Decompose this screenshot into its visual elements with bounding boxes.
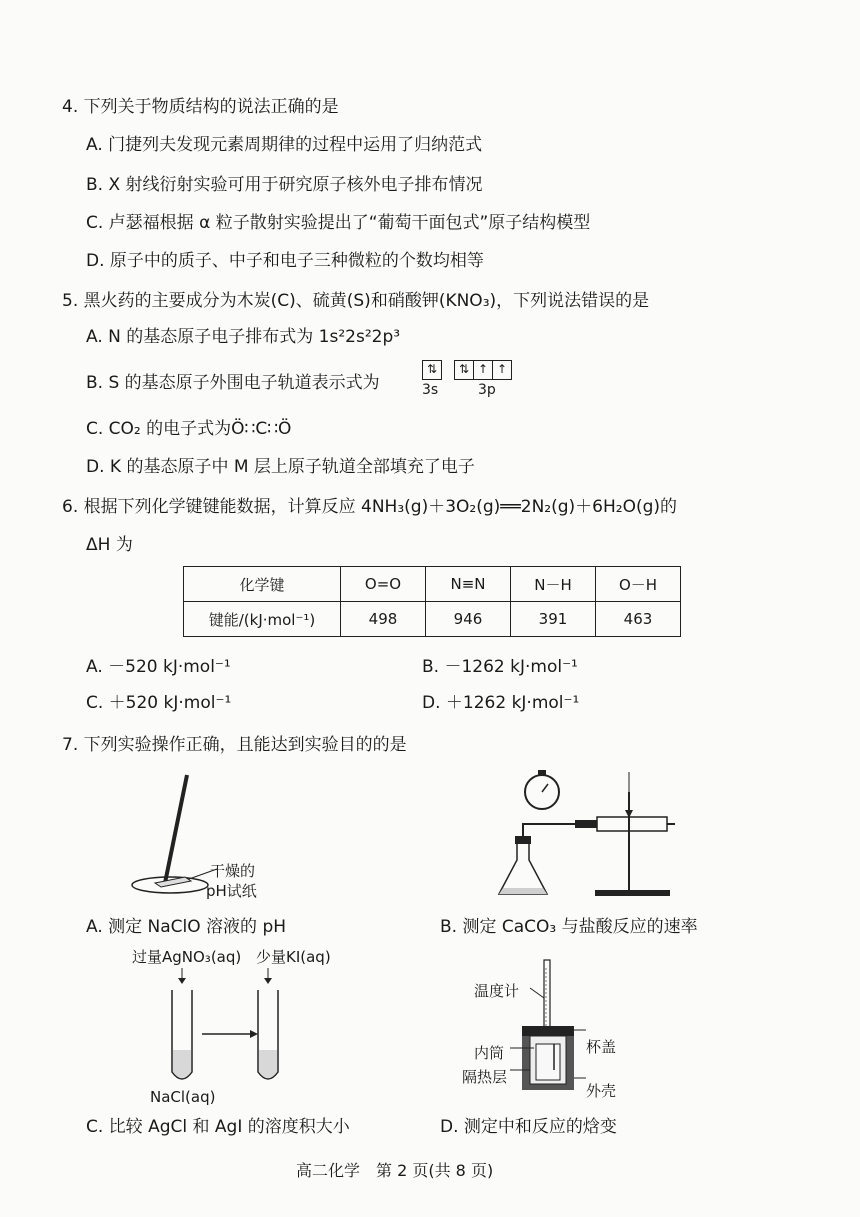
co2-electron-formula: Ö∷C∷Ö bbox=[231, 419, 292, 439]
q5-option-d: D. K 的基态原子中 M 层上原子轨道全部填充了电子 bbox=[86, 457, 475, 477]
arrow-down-icon bbox=[264, 978, 272, 984]
orbital-3s-box bbox=[422, 360, 442, 380]
conical-flask-icon bbox=[499, 842, 547, 894]
orbital-3s-label: 3s bbox=[422, 382, 439, 398]
q6-option-b: B. －1262 kJ·mol⁻¹ bbox=[422, 657, 578, 677]
d-label-inner-tube: 内筒 bbox=[474, 1044, 505, 1062]
q6-option-a: A. －520 kJ·mol⁻¹ bbox=[86, 657, 231, 677]
a-label-dry: 干燥的 bbox=[210, 862, 256, 880]
table-row bbox=[184, 567, 681, 602]
orbital-paired-arrows-icon: ⇅ bbox=[454, 360, 474, 380]
orbital-3p-label: 3p bbox=[478, 382, 496, 398]
q7-caption-b: B. 测定 CaCO₃ 与盐酸反应的速率 bbox=[440, 917, 698, 937]
q4-option-c: C. 卢瑟福根据 α 粒子散射实验提出了“葡萄干面包式”原子结构模型 bbox=[86, 213, 591, 233]
table-cell: 946 bbox=[426, 602, 511, 637]
orbital-up-arrow-icon: ↑ bbox=[474, 360, 493, 380]
q4-option-d: D. 原子中的质子、中子和电子三种微粒的个数均相等 bbox=[86, 251, 484, 271]
orbital-up-arrow-icon: ↑ bbox=[493, 360, 512, 380]
table-cell: N≡N bbox=[426, 567, 511, 602]
q5-option-a: A. N 的基态原子电子排布式为 1s²2s²2p³ bbox=[86, 327, 401, 347]
q7-caption-c: C. 比较 AgCl 和 AgI 的溶度积大小 bbox=[86, 1117, 350, 1137]
c-label-agno3: 过量AgNO₃(aq) bbox=[132, 948, 242, 966]
c-label-ki: 少量KI(aq) bbox=[256, 948, 331, 966]
d-label-insulation: 隔热层 bbox=[462, 1068, 508, 1086]
delivery-tube-icon bbox=[523, 824, 575, 836]
q6-stem-dh: ΔH 为 bbox=[86, 535, 133, 555]
q5-stem: 5. 黑火药的主要成分为木炭(C)、硫黄(S)和硝酸钾(KNO₃)，下列说法错误的是 bbox=[62, 291, 650, 311]
table-cell: 化学键 bbox=[184, 567, 341, 602]
q7-caption-a: A. 测定 NaClO 溶液的 pH bbox=[86, 917, 287, 937]
q4-option-a: A. 门捷列夫发现元素周期律的过程中运用了归纳范式 bbox=[86, 135, 483, 155]
test-tubes-figure bbox=[160, 968, 300, 1088]
table-cell: O－H bbox=[596, 567, 681, 602]
ph-paper-icon bbox=[155, 877, 191, 887]
q5-option-c bbox=[86, 414, 291, 439]
table-cell: 键能/(kJ·mol⁻¹) bbox=[184, 602, 341, 637]
glass-rod-icon bbox=[165, 775, 187, 883]
q6-option-c: C. ＋520 kJ·mol⁻¹ bbox=[86, 693, 232, 713]
bond-energy-table bbox=[183, 566, 681, 637]
q6-option-d: D. ＋1262 kJ·mol⁻¹ bbox=[422, 693, 580, 713]
table-cell: O=O bbox=[341, 567, 426, 602]
q7-caption-d: D. 测定中和反应的焓变 bbox=[440, 1117, 617, 1137]
table-cell: 498 bbox=[341, 602, 426, 637]
orbital-3p-boxes bbox=[454, 360, 512, 380]
q4-stem: 4. 下列关于物质结构的说法正确的是 bbox=[62, 97, 339, 117]
page-footer: 高二化学 第 2 页(共 8 页) bbox=[296, 1161, 494, 1180]
q7-stem: 7. 下列实验操作正确，且能达到实验目的的是 bbox=[62, 735, 407, 755]
table-cell: 391 bbox=[511, 602, 596, 637]
orbital-paired-arrows-icon: ⇅ bbox=[422, 360, 442, 380]
reaction-rate-figure bbox=[495, 762, 675, 902]
c-label-nacl: NaCl(aq) bbox=[150, 1088, 216, 1106]
q5-option-b bbox=[86, 368, 380, 393]
q6-stem: 6. 根据下列化学键键能数据，计算反应 4NH₃(g)＋3O₂(g)══2N₂(g)＋6H₂O(g)的 bbox=[62, 497, 678, 517]
lid-icon bbox=[522, 1026, 574, 1036]
q5-option-b-text: B. S 的基态原子外围电子轨道表示式为 bbox=[86, 373, 380, 393]
syringe-icon bbox=[597, 817, 667, 831]
arrow-down-icon bbox=[178, 978, 186, 984]
table-cell: N－H bbox=[511, 567, 596, 602]
calorimeter-figure bbox=[510, 958, 590, 1108]
d-label-outer-shell: 外壳 bbox=[586, 1082, 617, 1100]
table-cell: 463 bbox=[596, 602, 681, 637]
q4-option-b: B. X 射线衍射实验可用于研究原子核外电子排布情况 bbox=[86, 175, 483, 195]
a-label-ph-paper: pH试纸 bbox=[206, 882, 257, 900]
d-label-lid: 杯盖 bbox=[586, 1038, 617, 1056]
d-label-thermometer: 温度计 bbox=[474, 982, 520, 1000]
table-row bbox=[184, 602, 681, 637]
q5-option-c-text: C. CO₂ 的电子式为 bbox=[86, 419, 232, 439]
inner-tube-icon bbox=[536, 1044, 560, 1080]
